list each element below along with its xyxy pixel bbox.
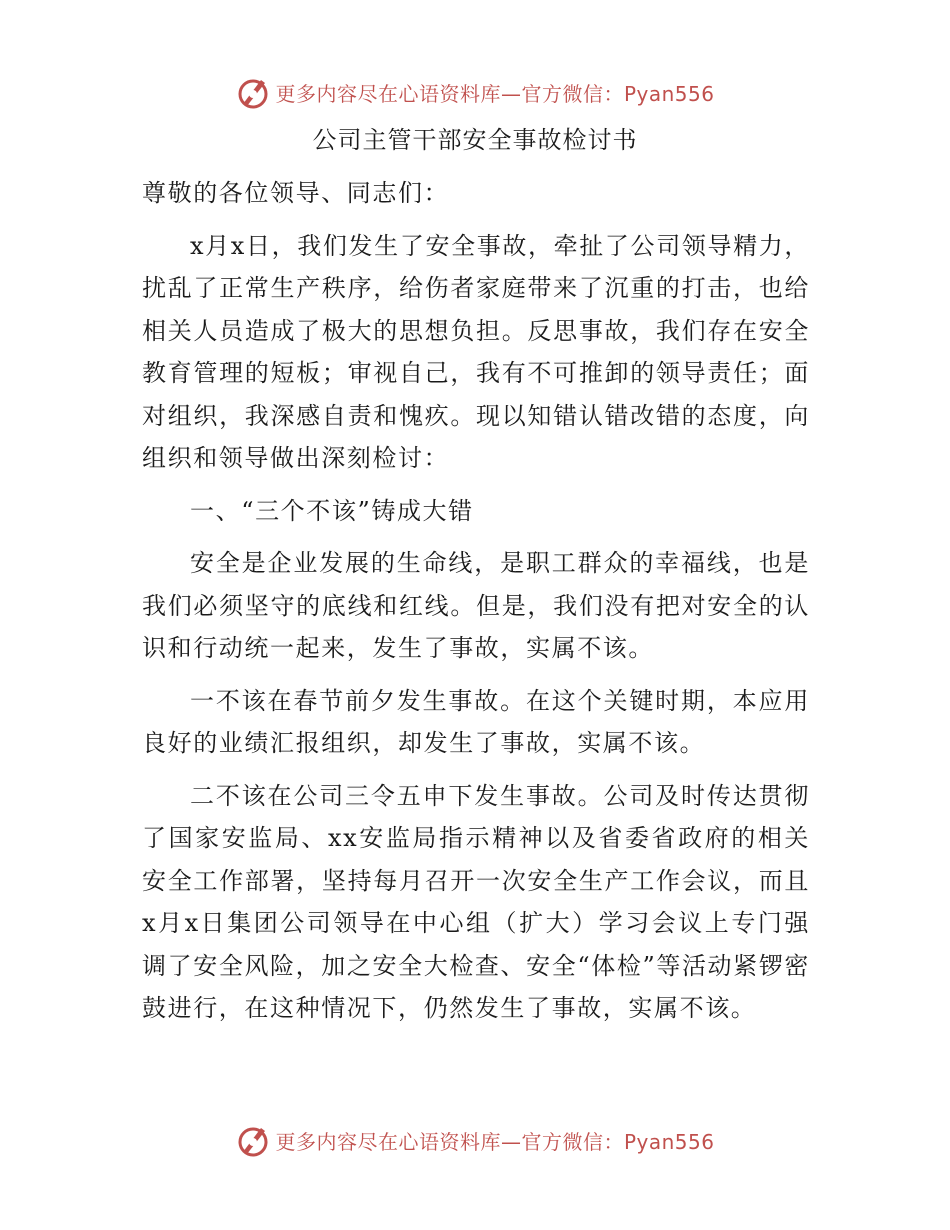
paragraph-safety-lifeline: 安全是企业发展的生命线，是职工群众的幸福线，也是我们必须坚守的底线和红线。但是，我们没有把对安全的认识和行动统一起来，发生了事故，实属不该。 [142, 549, 810, 662]
pen-seal-icon [235, 74, 271, 110]
paragraph-second-should-not: 二不该在公司三令五申下发生事故。公司及时传达贯彻了国家安监局、xx安监局指示精神以及省委省政府的相关安全工作部署，坚持每月召开一次安全生产工作会议，而且x月x日集团公司领导在中心组（扩大）学习会议上专门强调了安全风险，加之安全大检查、安全“体检”等活动紧锣密鼓进行，在这种情况下，仍然发生了事故，实属不该。 [142, 781, 810, 1022]
salutation: 尊敬的各位领导、同志们： [142, 179, 450, 207]
section-heading: 一、“三个不该”铸成大错 [190, 496, 474, 525]
banner-text: 更多内容尽在心语资料库—官方微信：Pyan556 [275, 1129, 715, 1154]
document-body [142, 172, 810, 1030]
header-watermark-banner [0, 72, 950, 112]
paragraph-first-should-not: 一不该在春节前夕发生事故。在这个关键时期，本应用良好的业绩汇报组织，却发生了事故，实属不该。 [142, 686, 810, 757]
footer-watermark-banner [0, 1120, 950, 1160]
document-title: 公司主管干部安全事故检讨书 [312, 126, 638, 154]
paragraph-intro: x月x日，我们发生了安全事故，牵扯了公司领导精力，扰乱了正常生产秩序，给伤者家庭带来了沉重的打击，也给相关人员造成了极大的思想负担。反思事故，我们存在安全教育管理的短板；审视自己，我有不可推卸的领导责任；面对组织，我深感自责和愧疚。现以知错认错改错的态度，向组织和领导做出深刻检讨： [142, 231, 810, 472]
banner-text: 更多内容尽在心语资料库—官方微信：Pyan556 [275, 81, 715, 106]
pen-seal-icon [235, 1122, 271, 1158]
